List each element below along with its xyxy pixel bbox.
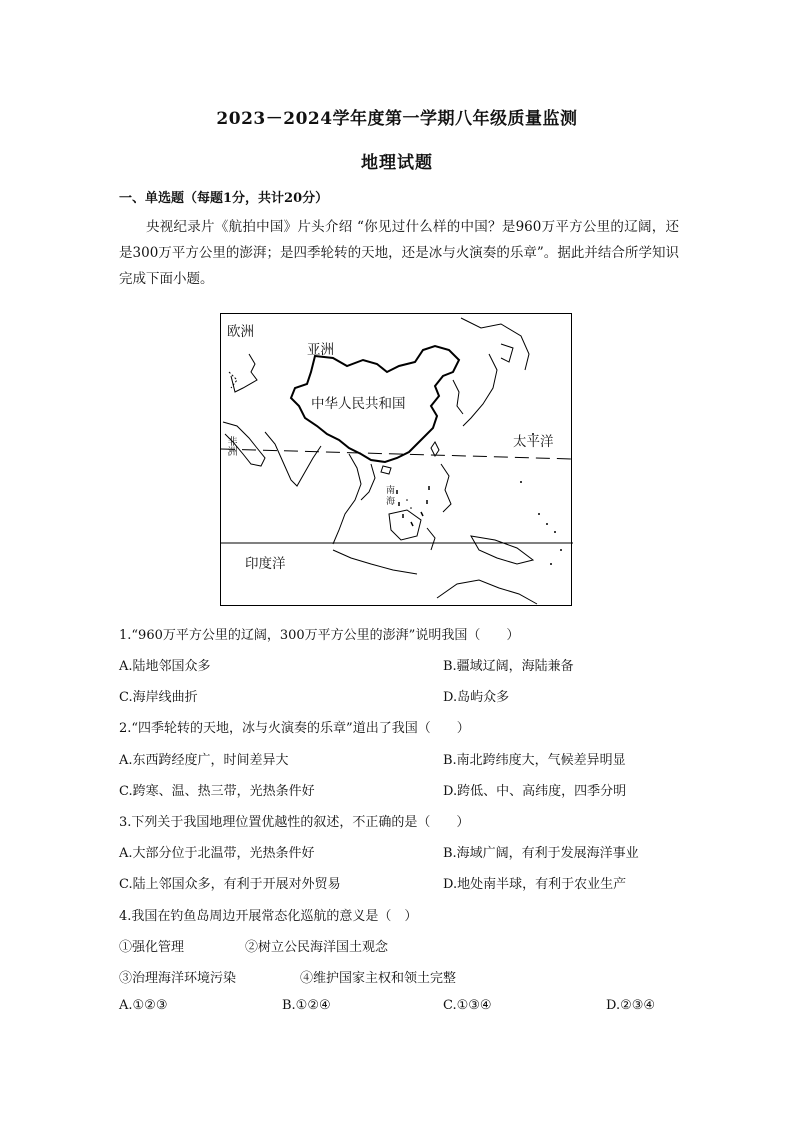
- question-2-option-a[interactable]: A.东西跨经度广，时间差异大: [119, 753, 289, 768]
- question-1-option-b[interactable]: B.疆域辽阔，海陆兼备: [443, 659, 574, 674]
- question-2-option-d[interactable]: D.跨低、中、高纬度，四季分明: [443, 784, 627, 799]
- question-4-option-d[interactable]: D.②③④: [606, 998, 656, 1013]
- question-2-stem: 2.“四季轮转的天地，冰与火演奏的乐章”道出了我国（ ）: [119, 721, 470, 736]
- question-1-option-c[interactable]: C.海岸线曲折: [119, 690, 198, 705]
- map-label-south-sea: 南海: [386, 486, 396, 507]
- question-4-statement-2: ②树立公民海洋国土观念: [245, 940, 389, 955]
- question-1-option-a[interactable]: A.陆地邻国众多: [119, 659, 211, 674]
- question-2-option-c[interactable]: C.跨寒、温、热三带，光热条件好: [119, 784, 315, 799]
- question-4-stem: 4.我国在钓鱼岛周边开展常态化巡航的意义是（ ）: [119, 909, 418, 924]
- intro-paragraph: 央视纪录片《航拍中国》片头介绍 “你见过什么样的中国？是960万平方公里的辽阔，还是300万平方公里的澎湃；是四季轮转的天地，还是冰与火演奏的乐章”。据此并结合所学知识完成下面小题。: [119, 219, 679, 287]
- question-4-statement-3: ③治理海洋环境污染: [119, 971, 237, 986]
- question-3-stem: 3.下列关于我国地理位置优越性的叙述，不正确的是（ ）: [119, 815, 470, 830]
- question-1-option-d[interactable]: D.岛屿众多: [443, 690, 510, 705]
- question-4-option-c[interactable]: C.①③④: [443, 998, 492, 1013]
- page-subtitle: 地理试题: [361, 153, 433, 173]
- question-1-stem: 1.“960万平方公里的辽阔，300万平方公里的澎湃”说明我国（ ）: [119, 628, 520, 643]
- page-title: 2023－2024学年度第一学期八年级质量监测: [216, 109, 578, 129]
- map-label-indian-ocean: 印度洋: [245, 556, 286, 572]
- map-label-pacific: 太平洋: [513, 434, 554, 450]
- question-4-statement-1: ①强化管理: [119, 940, 185, 955]
- section-heading: 一、单选题（每题1分，共计20分）: [119, 191, 329, 206]
- map-label-asia: 亚洲: [307, 342, 334, 358]
- question-4-statement-4: ④维护国家主权和领土完整: [300, 971, 457, 986]
- question-4-option-a[interactable]: A.①②③: [119, 998, 168, 1013]
- question-3-option-d[interactable]: D.地处南半球，有利于农业生产: [443, 877, 627, 892]
- question-4-option-b[interactable]: B.①②④: [282, 998, 331, 1013]
- map-label-china: 中华人民共和国: [311, 396, 406, 412]
- map-label-europe: 欧洲: [227, 324, 254, 340]
- question-2-option-b[interactable]: B.南北跨纬度大，气候差异明显: [443, 753, 626, 768]
- asia-map-figure: [220, 313, 572, 606]
- question-3-option-c[interactable]: C.陆上邻国众多，有利于开展对外贸易: [119, 877, 341, 892]
- map-label-africa: 非洲: [225, 436, 236, 456]
- question-3-option-a[interactable]: A.大部分位于北温带，光热条件好: [119, 846, 315, 861]
- question-3-option-b[interactable]: B.海域广阔，有利于发展海洋事业: [443, 846, 639, 861]
